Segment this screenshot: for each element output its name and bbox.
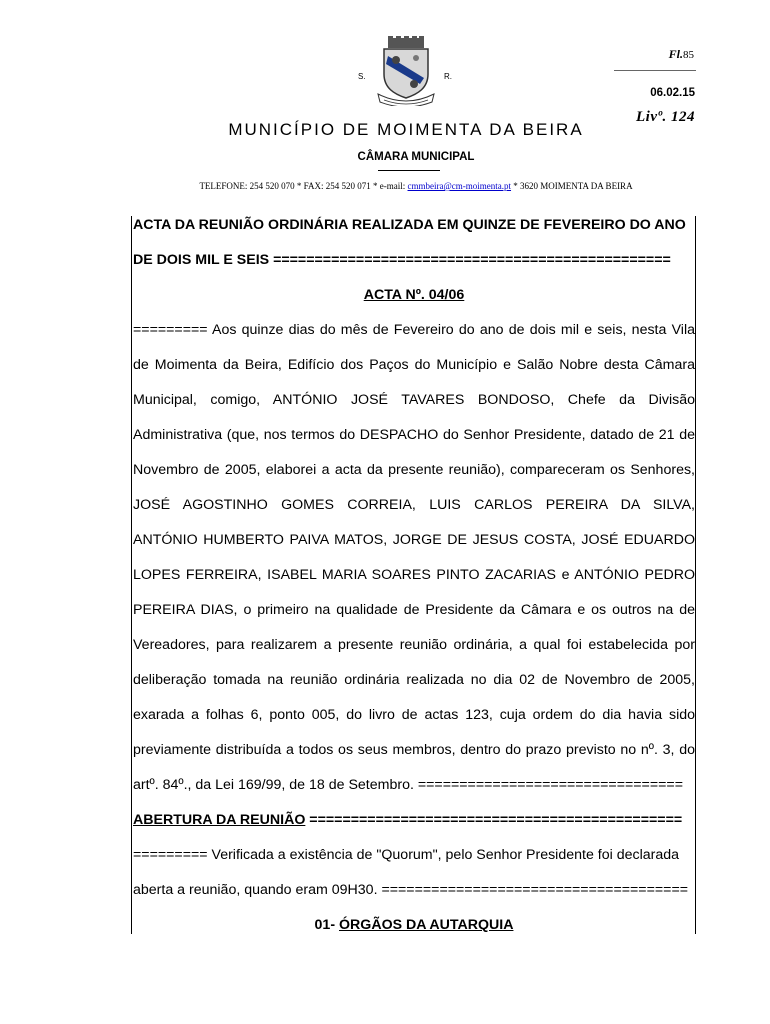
- folio-number: [669, 47, 694, 62]
- chamber-underline: [378, 170, 440, 171]
- right-margin-line: [695, 216, 696, 934]
- paragraph-line: previamente distribuída a todos os seus membros, dentro do prazo previsto no nº. 3, do: [133, 742, 695, 758]
- opening-paragraph: [133, 313, 695, 768]
- contact-line: [0, 181, 770, 191]
- quorum-line-2: aberta a reunião, quando eram 09H30. =====================================: [133, 882, 689, 898]
- paragraph-line: Vereadores, para realizarem a presente reunião ordinária, a qual foi estabelecida por: [133, 637, 695, 653]
- minutes-title-line-1: ACTA DA REUNIÃO ORDINÁRIA REALIZADA EM QUINZE DE FEVEREIRO DO ANO: [133, 217, 686, 233]
- paragraph-line: exarada a folhas 6, ponto 005, do livro de actas 123, cuja ordem do dia havia sido: [133, 707, 695, 723]
- paragraph-line: de Moimenta da Beira, Edifício dos Paços do Município e Salão Nobre desta Câmara: [133, 357, 695, 373]
- opening-heading: ABERTURA DA REUNIÃO: [133, 812, 306, 828]
- left-margin-line: [131, 216, 132, 934]
- paragraph-line: PEREIRA DIAS, o primeiro na qualidade de Presidente da Câmara e os outros na de: [133, 602, 695, 618]
- paragraph-line: Municipal, comigo, ANTÓNIO JOSÉ TAVARES BONDOSO, Chefe da Divisão: [133, 392, 695, 408]
- folio-mark: Fl.: [668, 47, 683, 61]
- document-date: 06.02.15: [650, 87, 695, 99]
- folio-divider: [614, 70, 696, 71]
- contact-email-link[interactable]: cmmbeira@cm-moimenta.pt: [407, 181, 512, 191]
- section-number: 01-: [314, 917, 339, 933]
- quorum-line-1: ========= Verificada a existência de "Quorum", pelo Senhor Presidente foi declarada: [133, 847, 680, 863]
- opening-heading-line: [133, 803, 695, 838]
- acta-number: ACTA Nº. 04/06: [363, 287, 465, 303]
- paragraph-line: LOPES FERREIRA, ISABEL MARIA SOARES PINTO ZACARIAS e ANTÓNIO PEDRO: [133, 567, 695, 583]
- folio-value: 85: [683, 49, 694, 61]
- crest-left-letter: S.: [358, 72, 366, 81]
- paragraph-line: deliberação tomada na reunião ordinária realizada no dia 02 de Novembro de 2005,: [133, 672, 695, 688]
- minutes-body: [133, 208, 695, 943]
- section-title: ÓRGÃOS DA AUTARQUIA: [339, 917, 514, 933]
- contact-prefix: TELEFONE: 254 520 070 * FAX: 254 520 071 * e-mail:: [199, 181, 408, 191]
- paragraph-line: Administrativa (que, nos termos do DESPACHO do Senhor Presidente, datado de 21 de: [133, 427, 695, 443]
- opening-heading-fill: =============================================: [305, 812, 683, 828]
- paragraph-line: JOSÉ AGOSTINHO GOMES CORREIA, LUIS CARLOS PEREIRA DA SILVA,: [133, 497, 695, 513]
- crest-right-letter: R.: [444, 72, 452, 81]
- contact-suffix: * 3620 MOIMENTA DA BEIRA: [511, 181, 633, 191]
- municipality-name: MUNICÍPIO DE MOIMENTA DA BEIRA: [228, 120, 584, 139]
- paragraph-line: ANTÓNIO HUMBERTO PAIVA MATOS, JORGE DE JESUS COSTA, JOSÉ EDUARDO: [133, 532, 695, 548]
- minutes-title-line-2: DE DOIS MIL E SEIS ================================================: [133, 252, 671, 268]
- paragraph-line-last: artº. 84º., da Lei 169/99, de 18 de Setembro. ================================: [133, 777, 683, 793]
- chamber-name: CÂMARA MUNICIPAL: [357, 151, 475, 163]
- municipal-crest-icon: [374, 36, 438, 106]
- paragraph-line: Novembro de 2005, elaborei a acta da presente reunião), compareceram os Senhores,: [133, 462, 695, 478]
- section-heading: [133, 908, 695, 943]
- book-number: Livº. 124: [636, 109, 695, 125]
- paragraph-line: ========= Aos quinze dias do mês de Fevereiro do ano de dois mil e seis, nesta Vila: [133, 322, 695, 338]
